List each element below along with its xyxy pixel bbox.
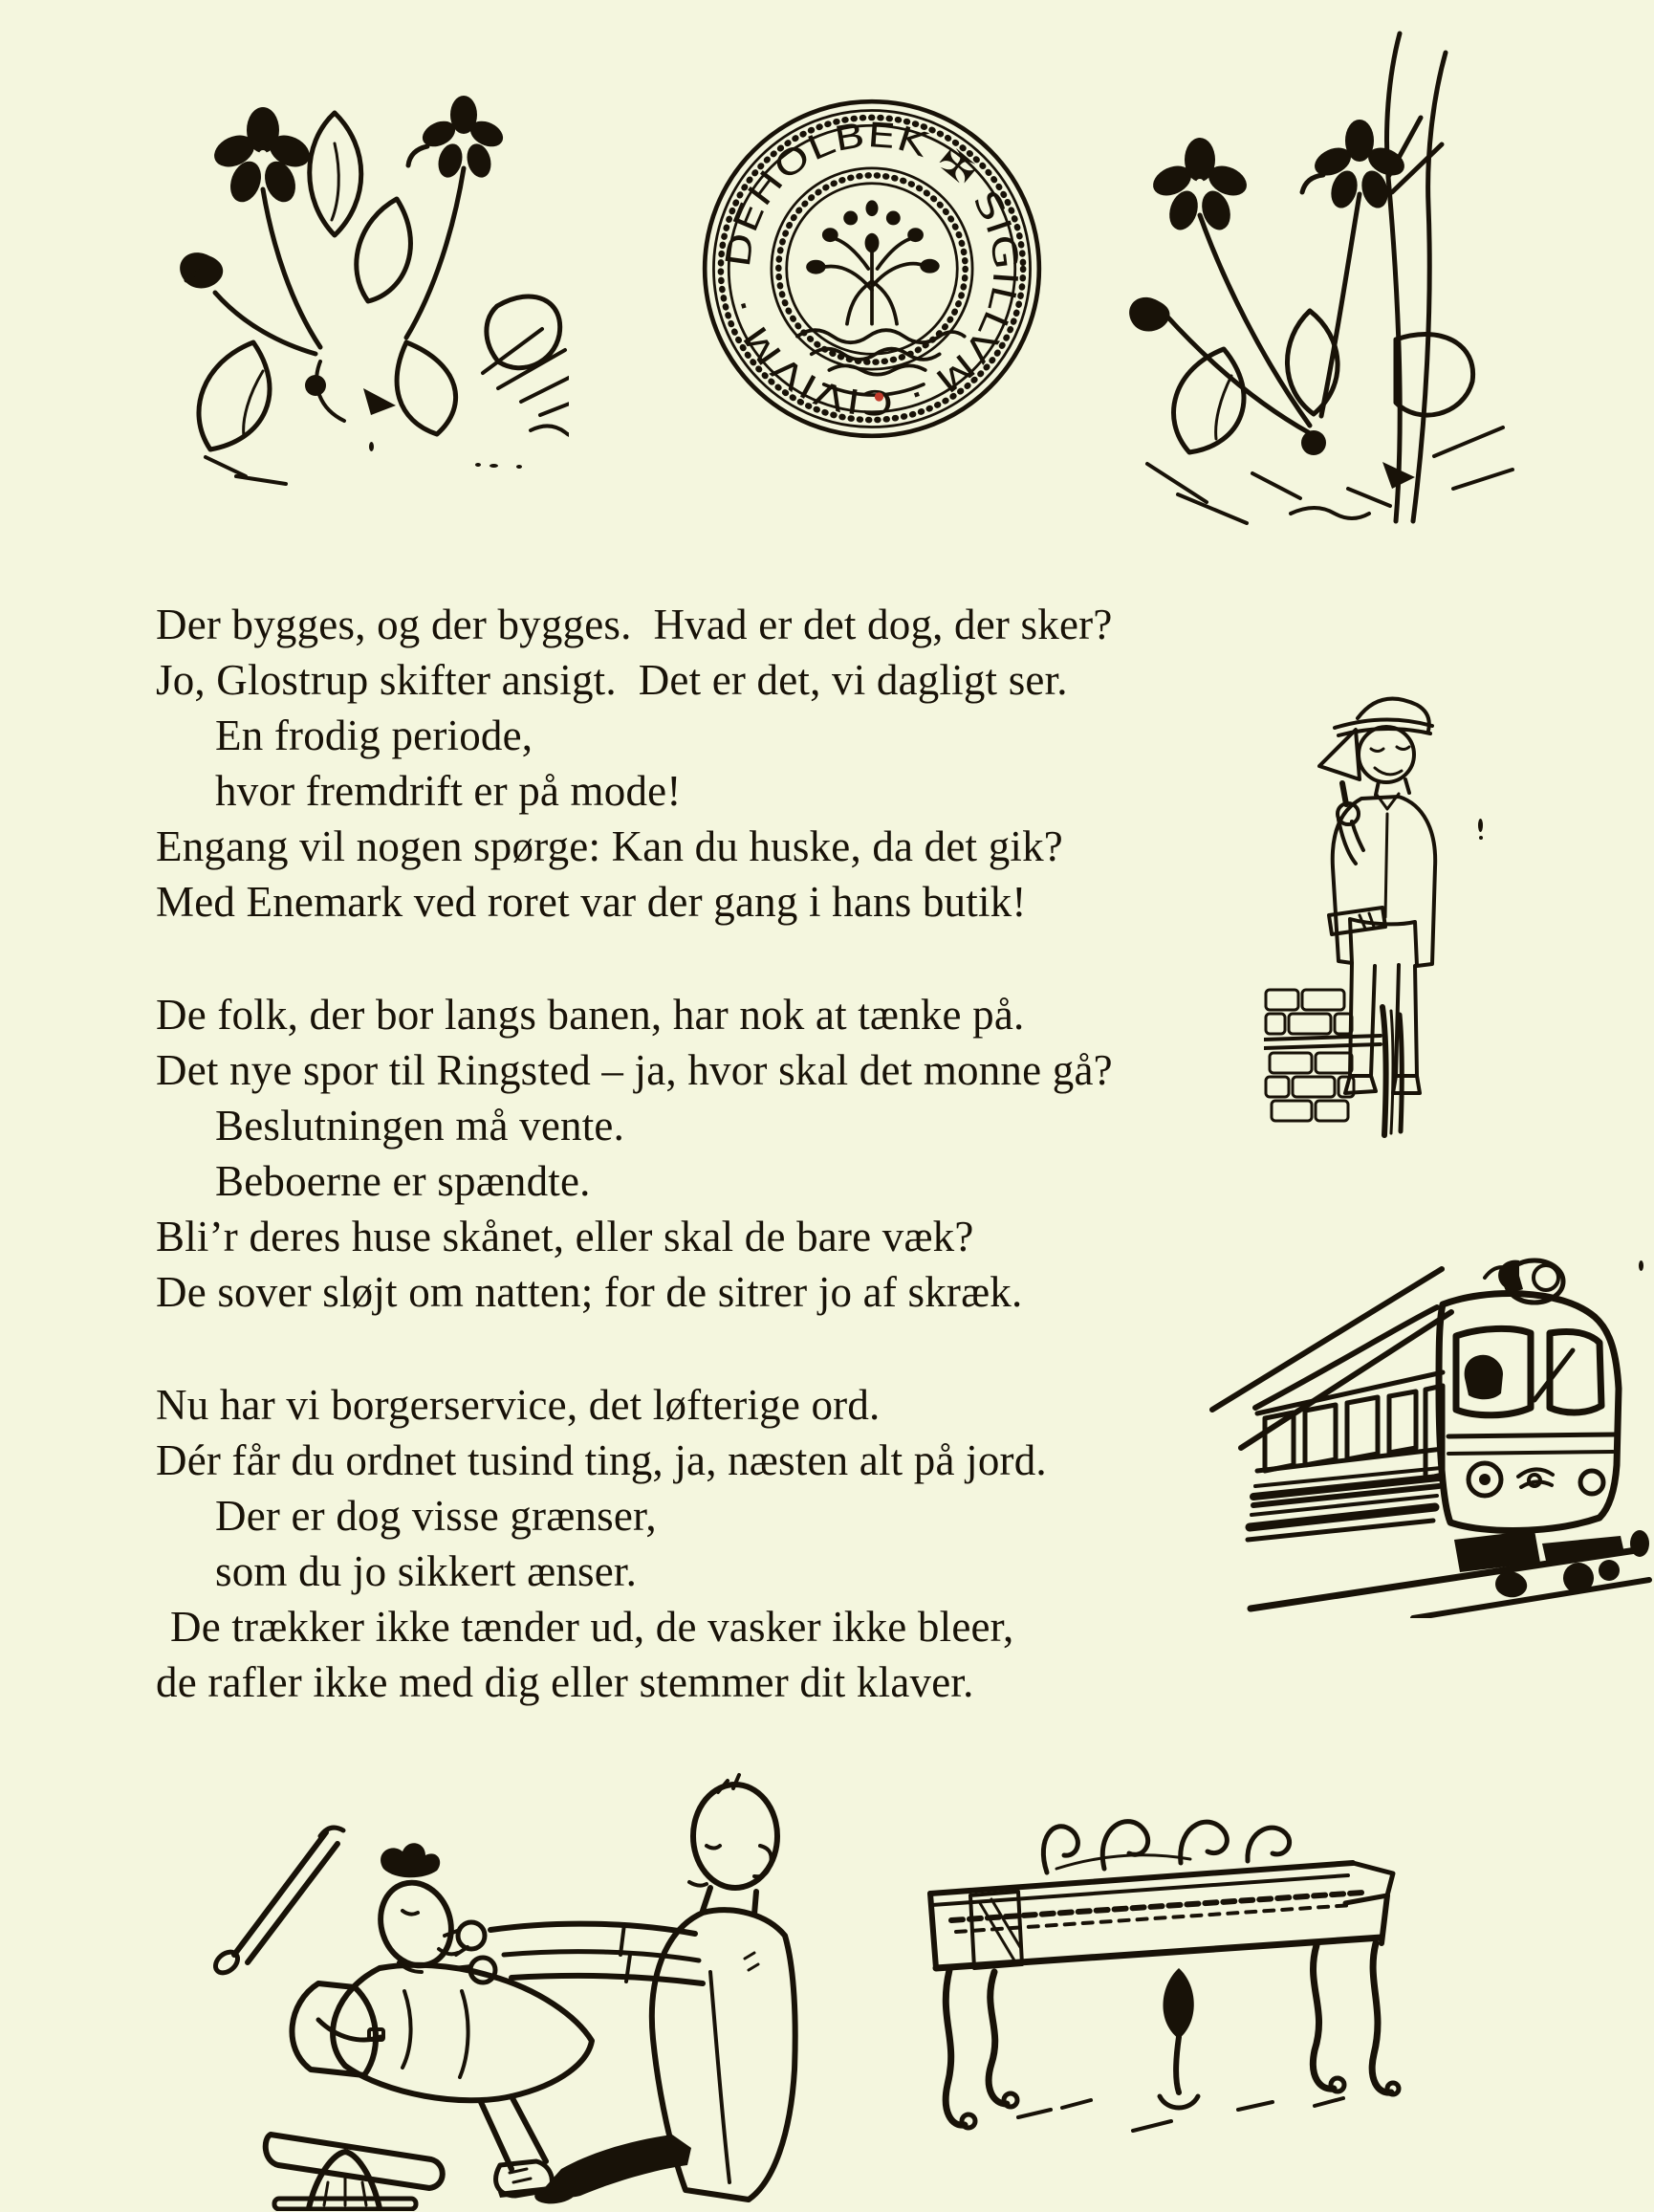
- violet-flower-icon: [1129, 120, 1415, 489]
- poem-line: Bli’r deres huse skånet, eller skal de bare væk?: [156, 1213, 974, 1260]
- seal-red-speck: [875, 392, 883, 401]
- scan-speck: [1478, 819, 1483, 832]
- piano-center-leg: [1163, 1968, 1193, 2039]
- electric-train-illustration: [1198, 1236, 1652, 1618]
- scan-speck: [475, 463, 481, 467]
- poem-line: Beboerne er spændte.: [215, 1157, 591, 1205]
- rail: [1413, 1580, 1649, 1618]
- ground-hatch: [1018, 2098, 1343, 2131]
- poem-line: Beslutningen må vente.: [215, 1102, 625, 1150]
- poem-line: De folk, der bor langs banen, har nok at tænke på.: [156, 991, 1025, 1039]
- piano-scrollwork: [1043, 1822, 1289, 1873]
- holbaek-city-seal-illustration: [694, 91, 1050, 447]
- grass-blades: [1387, 33, 1447, 521]
- barber-dark-parts: [381, 1843, 691, 2206]
- poem-line: som du jo sikkert ænser.: [215, 1547, 638, 1595]
- violet-flower-icon: [180, 96, 507, 415]
- poem-stanza-2: [156, 987, 1113, 1320]
- poem-line: En frodig periode,: [215, 712, 533, 759]
- poem-line: De trækker ikke tænder ud, de vasker ikke bleer,: [170, 1603, 1014, 1651]
- scan-speck: [1479, 836, 1483, 840]
- keyboard-keys: [951, 1893, 1362, 1920]
- headlight-icon: [1580, 1471, 1603, 1494]
- poem-line: Der bygges, og der bygges. Hvad er det dog, der sker?: [156, 601, 1113, 648]
- poem-text-block: [156, 597, 1113, 1710]
- scan-speck: [369, 442, 374, 451]
- scan-speck: [490, 464, 498, 468]
- poem-line: Dér får du ordnet tusind ting, ja, næsten alt på jord.: [156, 1436, 1047, 1484]
- bricklayer-illustration: [1264, 674, 1493, 1143]
- poem-line: Det nye spor til Ringsted – ja, hvor skal det monne gå?: [156, 1046, 1113, 1094]
- poem-line: Med Enemark ved roret var der gang i hans butik!: [156, 878, 1027, 926]
- poem-line: Jo, Glostrup skifter ansigt. Det er det, vi dagligt ser.: [156, 656, 1068, 704]
- violets-illustration-right: [1109, 24, 1549, 555]
- poem-line: De sover sløjt om natten; for de sitrer jo af skræk.: [156, 1268, 1023, 1316]
- barber-scene-illustration: [175, 1733, 801, 2211]
- poem-stanza-1: [156, 597, 1113, 930]
- poem-line: hvor fremdrift er på mode!: [215, 767, 682, 815]
- piano-illustration: [903, 1781, 1410, 2144]
- brick-wall: [1264, 990, 1381, 1121]
- poem-stanza-3: [156, 1377, 1113, 1710]
- scan-speck: [1639, 1260, 1643, 1271]
- poem-line: de rafler ikke med dig eller stemmer dit klaver.: [156, 1658, 974, 1706]
- seal-legend-text: DEHOLBEK ✠ SIGILLVM · CIVIVM ·: [718, 115, 1025, 422]
- poem-line: Nu har vi borgerservice, det løfterige ord.: [156, 1381, 881, 1429]
- violets-illustration-left: [120, 55, 569, 486]
- scan-speck: [629, 2144, 635, 2149]
- poem-line: Engang vil nogen spørge: Kan du huske, da det gik?: [156, 822, 1063, 870]
- scan-speck: [516, 465, 522, 469]
- poem-line: Der er dog visse grænser,: [215, 1492, 657, 1540]
